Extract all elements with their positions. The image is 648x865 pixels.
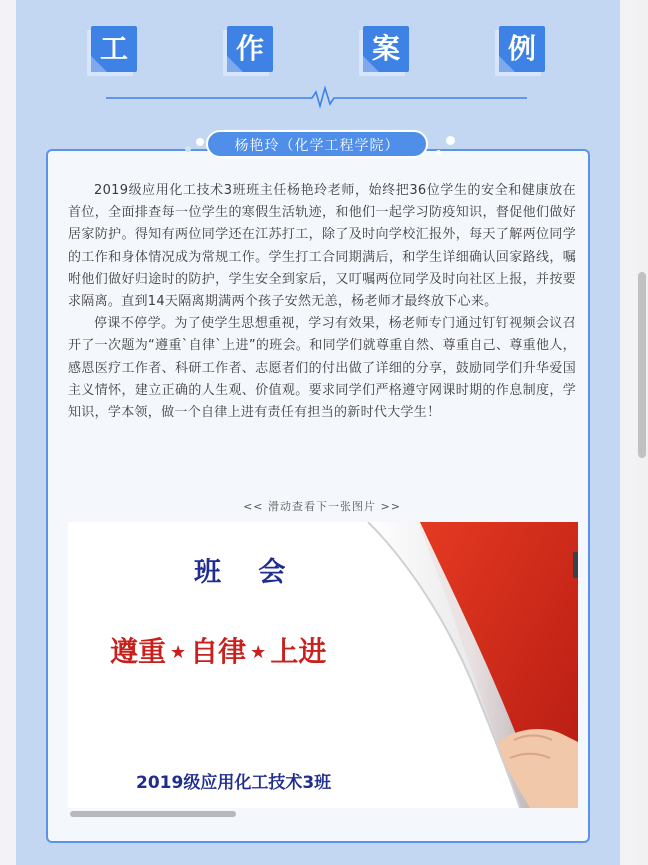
teacher-name-badge: 杨艳玲（化学工程学院） <box>206 130 428 158</box>
heartbeat-divider-icon <box>104 86 529 110</box>
star-icon: ★ <box>250 642 267 663</box>
case-paragraph-1: 2019级应用化工技术3班班主任杨艳玲老师，始终把36位学生的安全和健康放在首位，全面排查每一位学生的寒假生活轨迹，和他们一起学习防疫知识，督促他们做好居家防护。得知有两位同学还在江苏打工，除了及时向学校汇报外，每天了解两位同学的工作和身体情况成为常规工作。学生打工合同期满后，和学生详细确认回家路线，嘱咐他们做好归途时的防护，学生安全到家后，又叮嘱两位同学及时向社区上报，并按要求隔离。直到14天隔离期满两个孩子安然无恙，杨老师才最终放下心来。 <box>68 183 576 310</box>
banner-title: 班 会 <box>194 557 300 588</box>
title-char-3: 案 <box>363 26 409 72</box>
carousel-scrollbar-thumb[interactable] <box>70 811 236 817</box>
decor-dot <box>446 136 455 145</box>
title-char-1: 工 <box>91 26 137 72</box>
banner-slogan <box>110 630 326 670</box>
title-char-4: 例 <box>499 26 545 72</box>
case-body <box>68 180 576 424</box>
article-page <box>16 0 620 865</box>
slogan-part-2: 自律 <box>190 635 247 668</box>
decor-dot <box>436 150 441 155</box>
image-carousel[interactable] <box>68 522 578 808</box>
swipe-hint: << 滑动查看下一张图片 >> <box>243 500 401 513</box>
case-paragraph-2: 停课不停学。为了使学生思想重视，学习有效果，杨老师专门通过钉钉视频会议召开了一次题为“遵重`自律`上进”的班会。和同学们就尊重自然、尊重自己、尊重他人，感恩医疗工作者、科研工作者、志愿者们的付出做了详细的分享，鼓励同学们升华爱国主义情怀，建立正确的人生观、价值观。要求同学们严格遵守网课时期的作息制度，学知识，学本领，做一个自律上进有责任有担当的新时代大学生！ <box>68 316 576 421</box>
carousel-scrollbar[interactable] <box>68 808 578 818</box>
slogan-part-3: 上进 <box>270 635 327 668</box>
slogan-part-1: 遵重 <box>110 635 167 668</box>
banner-class-name: 2019级应用化工技术3班 <box>136 773 332 793</box>
decor-dot <box>185 146 191 152</box>
page-scrollbar-thumb[interactable] <box>638 272 646 458</box>
title-char-2: 作 <box>227 26 273 72</box>
section-title <box>16 26 620 74</box>
page-scrollbar[interactable] <box>636 0 648 865</box>
star-icon: ★ <box>170 642 187 663</box>
decor-dot <box>196 138 204 146</box>
